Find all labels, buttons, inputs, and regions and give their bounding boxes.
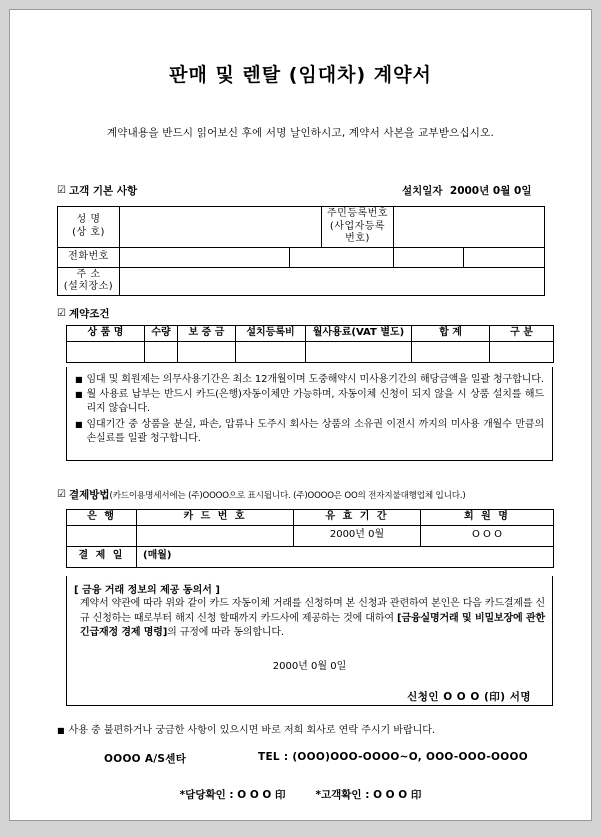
- col-category: 구 분: [490, 326, 554, 342]
- col-member-name: 회 원 명: [421, 510, 554, 526]
- contract-note-2: 월 사용료 납부는 반드시 카드(은행)자동이체만 가능하며, 자동이체 신청이 되지 않을 시 상품 설치를 해드리지 않습니다.: [86, 389, 544, 415]
- cell-ssn-label: 주민등록번호 (사업자등록번호): [322, 207, 394, 248]
- cell-address-label: 주 소 (설치장소): [58, 267, 120, 295]
- list-item: [75, 418, 544, 446]
- checkbox-icon[interactable]: ☑: [57, 185, 66, 196]
- table-row: [67, 341, 554, 362]
- customer-info-table: [57, 206, 545, 296]
- service-center-tel: TEL : (OOO)OOO-OOOO~O, OOO-OOO-OOOO: [258, 751, 528, 763]
- contract-terms-table: [66, 325, 554, 363]
- section-header-customer-info: [57, 183, 137, 198]
- payment-card-table: [66, 509, 554, 568]
- install-date-value: 2000년 0월 0일: [449, 185, 532, 197]
- section-title-payment-method: 결제방법: [68, 489, 110, 501]
- list-item: [75, 388, 544, 416]
- consent-body-part1: 계약서 약관에 따라 위와 같이 카드 자동이체 거래를 신청하며 본 신청과 관련하여 본인은 다음 카드결제를 신규 신청하는 때로부터 해지 신청 할때까지 카드사에 제공하는 것에 대하여: [80, 598, 545, 624]
- section-header-payment-method: [57, 487, 466, 502]
- cell-total[interactable]: [412, 341, 490, 362]
- page-title: 판매 및 렌탈 (임대차) 계약서: [169, 64, 432, 86]
- cell-phone-value-2[interactable]: [290, 247, 394, 267]
- cell-phone-label: 전화번호: [58, 247, 120, 267]
- section-header-contract-terms: [57, 306, 110, 321]
- document-subtitle: 계약내용을 반드시 읽어보신 후에 서명 날인하시고, 계약서 사본을 교부받으십시오.: [106, 127, 495, 139]
- cell-monthly-fee[interactable]: [306, 341, 412, 362]
- bullet-icon: ■: [75, 375, 83, 384]
- consent-body: [74, 597, 545, 641]
- bullet-icon: ■: [75, 419, 83, 429]
- cell-category[interactable]: [490, 341, 554, 362]
- financial-consent-box: [66, 576, 553, 706]
- payment-method-note: (카드이용명세서에는 (주)OOOO으로 표시됩니다. (주)OOOO은 OO의 전자지불대행업체 입니다.): [109, 491, 466, 501]
- table-header-row: [67, 510, 554, 526]
- section-title-customer-info: 고객 기본 사항: [68, 185, 138, 197]
- cell-bank[interactable]: [67, 525, 137, 546]
- checkbox-icon[interactable]: ☑: [57, 308, 66, 319]
- cell-name-value[interactable]: [120, 207, 322, 248]
- cell-address-value[interactable]: [120, 267, 545, 295]
- consent-body-emphasis: [금융실명거래 및 비밀보장에 관한 긴급재정 경제 명령]: [80, 612, 545, 638]
- cell-install-fee[interactable]: [236, 341, 306, 362]
- cell-phone-value-4[interactable]: [464, 247, 545, 267]
- document-page: [9, 9, 592, 821]
- customer-confirm: *고객확인 : O O O 印: [315, 789, 422, 801]
- cell-settlement-label: 결 제 일: [67, 546, 137, 567]
- table-row: [58, 247, 545, 267]
- bullet-icon: ■: [57, 726, 65, 735]
- cell-ssn-value[interactable]: [394, 207, 545, 248]
- footer-notice-text: 사용 중 불편하거나 궁금한 사항이 있으시면 바로 저희 회사로 연락 주시기 바랍니다.: [68, 725, 436, 736]
- table-row: [58, 267, 545, 295]
- col-product-name: 상 품 명: [67, 326, 145, 342]
- col-card-number: 카 드 번 호: [137, 510, 294, 526]
- bullet-icon: ■: [75, 390, 83, 400]
- col-deposit: 보 증 금: [178, 326, 236, 342]
- footer-notice: [57, 721, 435, 738]
- cell-deposit[interactable]: [178, 341, 236, 362]
- contract-note-3: 임대기간 중 상품을 분실, 파손, 압류나 도주시 회사는 상품의 소유권 이전시 까지의 미사용 개월수 만큼의 손실료를 일괄 청구합니다.: [86, 418, 544, 444]
- list-item: [75, 373, 544, 387]
- install-date: [402, 183, 531, 198]
- consent-title: [ 금융 거래 정보의 제공 동의서 ]: [74, 585, 220, 596]
- cell-expiry[interactable]: 2000년 0월: [294, 525, 421, 546]
- cell-quantity[interactable]: [145, 341, 178, 362]
- confirmation-line: [10, 787, 591, 802]
- col-total: 합 계: [412, 326, 490, 342]
- table-row: [67, 525, 554, 546]
- cell-card-number[interactable]: [137, 525, 294, 546]
- consent-date: 2000년 0월 0일: [272, 660, 347, 672]
- table-header-row: [67, 326, 554, 342]
- col-expiry: 유 효 기 간: [294, 510, 421, 526]
- contract-note-1: 임대 및 회원제는 의무사용기간은 최소 12개월이며 도중해약시 미사용기간의 해당금액을 일괄 청구합니다.: [86, 374, 544, 385]
- table-row: [67, 546, 554, 567]
- contract-notes-box: [66, 367, 553, 461]
- consent-signature[interactable]: 신청인 O O O (印) 서명: [407, 690, 531, 703]
- col-quantity: 수량: [145, 326, 178, 342]
- cell-phone-value-3[interactable]: [394, 247, 464, 267]
- cell-name-label: 성 명 (상 호): [58, 207, 120, 248]
- cell-member-name[interactable]: O O O: [421, 525, 554, 546]
- document-body: [10, 10, 591, 820]
- col-monthly-fee: 월사용료(VAT 별도): [306, 326, 412, 342]
- install-date-label: 설치일자: [402, 185, 443, 197]
- cell-settlement-value[interactable]: (매월): [137, 546, 554, 567]
- consent-body-part2: 의 규정에 따라 동의합니다.: [167, 627, 284, 638]
- service-center-name: OOOO A/S센타: [104, 753, 187, 765]
- cell-product-name[interactable]: [67, 341, 145, 362]
- section-title-contract-terms: 계약조건: [68, 308, 110, 320]
- col-bank: 은 행: [67, 510, 137, 526]
- checkbox-icon[interactable]: ☑: [57, 489, 66, 500]
- table-row: [58, 207, 545, 248]
- staff-confirm: *담당확인 : O O O 印: [179, 789, 286, 801]
- col-install-fee: 설치등록비: [236, 326, 306, 342]
- cell-phone-value-1[interactable]: [120, 247, 290, 267]
